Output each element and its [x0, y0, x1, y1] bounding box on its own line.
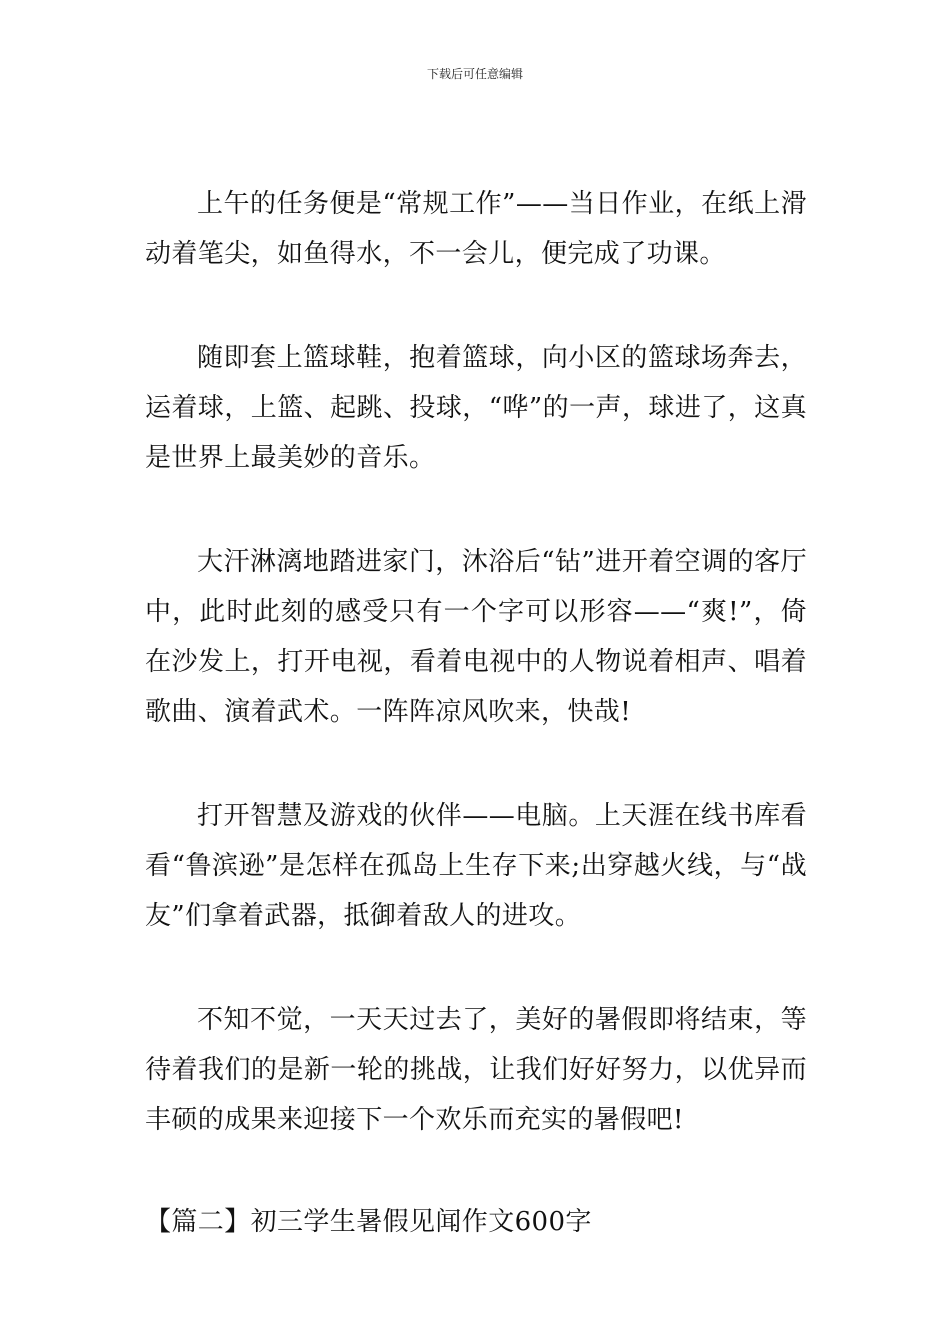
- page-header: 下载后可任意编辑: [426, 67, 523, 81]
- document-body: [145, 179, 807, 1247]
- paragraph-5: 不知不觉，一天天过去了，美好的暑假即将结束，等待着我们的是新一轮的挑战，让我们好好努力，以优异而丰硕的成果来迎接下一个欢乐而充实的暑假吧!: [145, 1005, 807, 1135]
- section-heading: 【篇二】初三学生暑假见闻作文600字: [145, 1207, 592, 1237]
- paragraph-1: 上午的任务便是“常规工作”——当日作业，在纸上滑动着笔尖，如鱼得水，不一会儿，便完成了功课。: [145, 189, 807, 269]
- paragraph-3: 大汗淋漓地踏进家门，沐浴后“钻”进开着空调的客厅中，此时此刻的感受只有一个字可以形容——“爽!”，倚在沙发上，打开电视，看着电视中的人物说着相声、唱着歌曲、演着武术。一阵阵凉风吹来，快哉!: [145, 547, 807, 727]
- paragraph-4: 打开智慧及游戏的伙伴——电脑。上天涯在线书库看看“鲁滨逊”是怎样在孤岛上生存下来;出穿越火线，与“战友”们拿着武器，抵御着敌人的进攻。: [145, 801, 807, 931]
- paragraph-2: 随即套上篮球鞋，抱着篮球，向小区的篮球场奔去，运着球，上篮、起跳、投球，“哗”的一声，球进了，这真是世界上最美妙的音乐。: [145, 343, 807, 473]
